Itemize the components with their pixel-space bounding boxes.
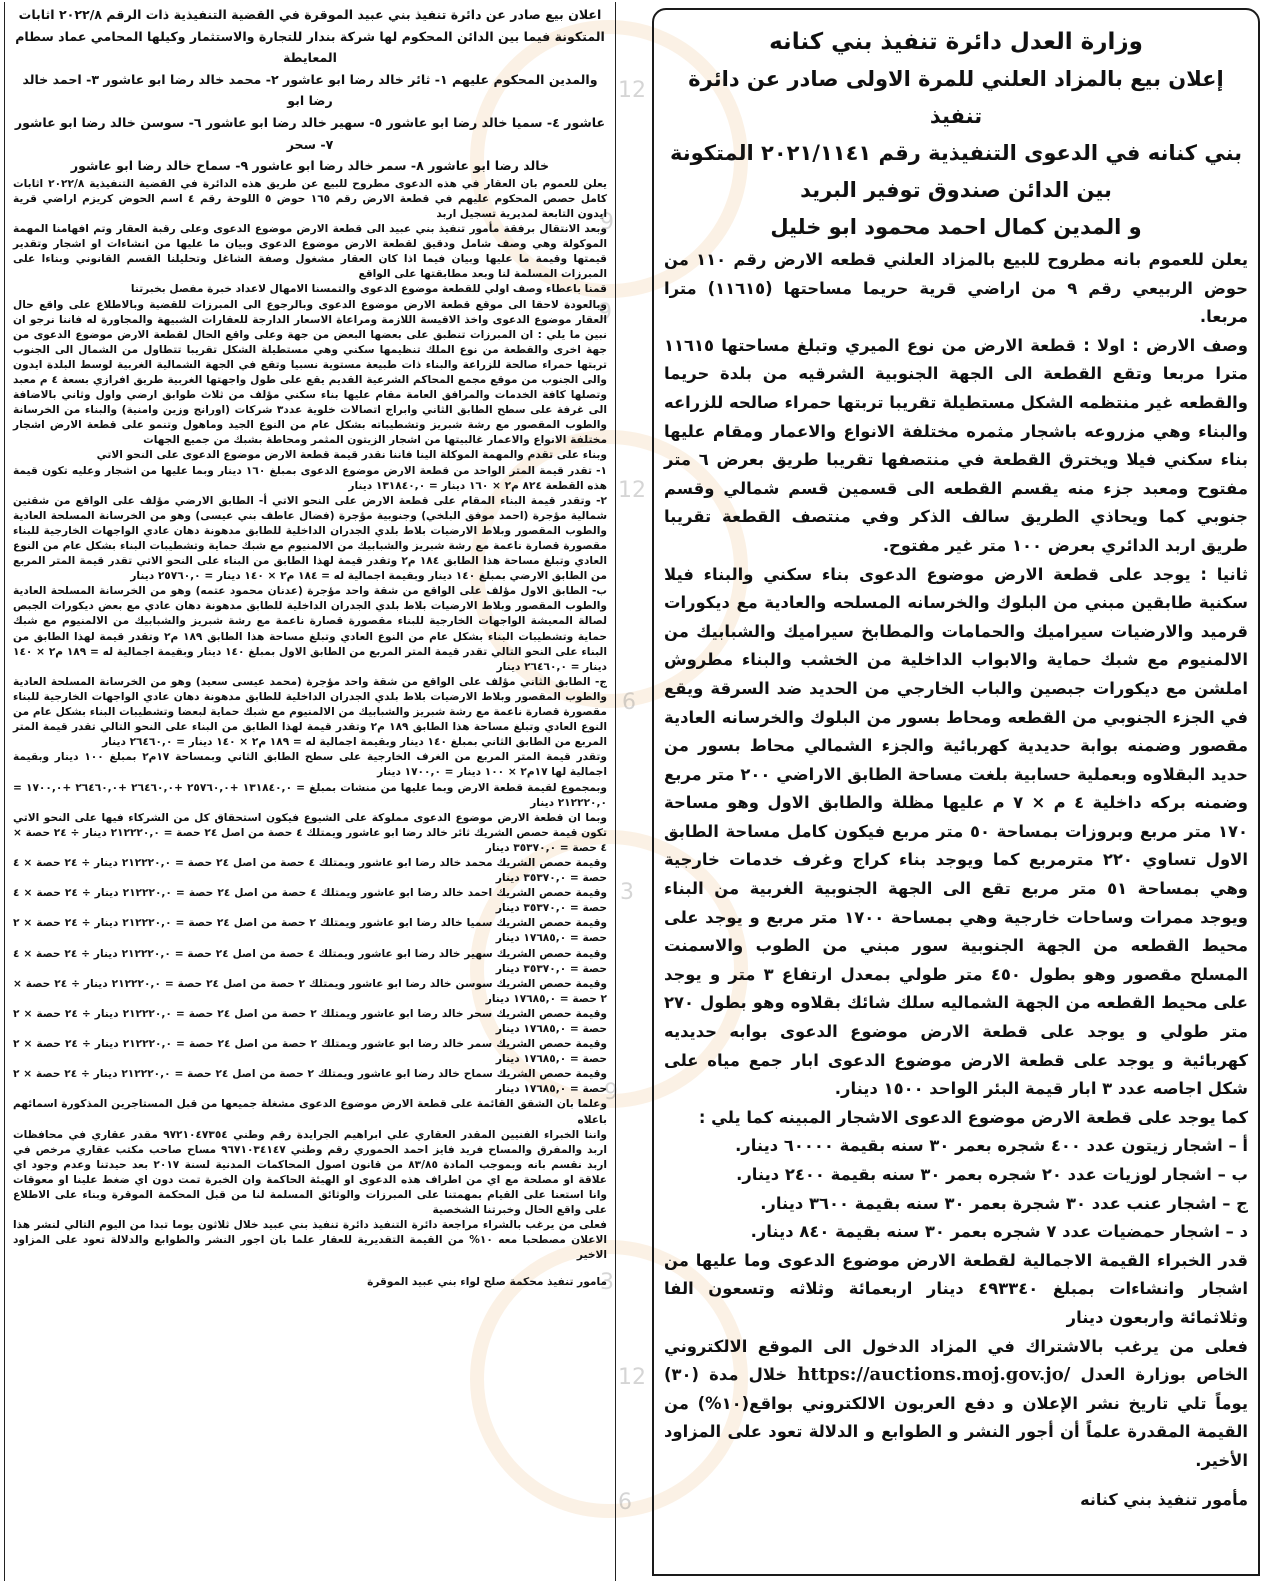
- watermark-number: 9: [598, 300, 612, 325]
- left-header-line-5: خالد رضا ابو عاشور ٨- سمر خالد رضا ابو عاشور ٩- سماح خالد رضا ابو عاشور: [70, 158, 550, 174]
- left-header-line-3: والمدين المحكوم عليهم ١- ثائر خالد رضا ابو عاشور ٢- محمد خالد رضا ابو عاشور ٣- احمد خالد رضا ابو: [22, 71, 598, 109]
- left-paragraph: وقيمة حصص الشريك احمد خالد رضا ابو عاشور ويمتلك ٤ حصة من اصل ٢٤ حصة = ٢١٢٢٢٠,٠ دينار ÷ ٢٤ حصة × ٤ حصة = ٣٥٣٧٠,٠ دينار: [13, 887, 607, 915]
- left-paragraph: وقيمة حصص الشريك سهير خالد رضا ابو عاشور ويمتلك ٤ حصة من اصل ٢٤ حصة = ٢١٢٢٢٠,٠ دينار ÷ ٢٤ حصة × ٤ حصة = ٣٥٣٧٠,٠ دينار: [13, 947, 607, 975]
- left-header-line-4: عاشور ٤- سميا خالد رضا ابو عاشور ٥- سهير خالد رضا ابو عاشور ٦- سوسن خالد رضا ابو عاشور ٧- سحر: [14, 114, 606, 152]
- watermark-number: 12: [618, 1365, 646, 1390]
- left-paragraph: وبعد الانتقال برفقة مأمور تنفيذ بني عبيد الى قطعة الارض موضوع الدعوى وعلى رقبة العقار وتم افهامنا المهمة الموكولة وهي وصف شامل ودقيق لقطعة الارض موضوع الدعوى وبيان ما عليها من انشاءات او اشجار وتقدير قيمتها وقيمة ما عليها وبيان فيما اذا كان العقار مشغول وصفة الشاغل وتحليلنا القسم القانوني وبناءا على المبرزات المسلمة لنا وبعد مطابقتها على الواقع: [13, 223, 607, 281]
- notice-title-line-1: إعلان بيع بالمزاد العلني للمرة الاولى صادر عن دائرة تنفيذ: [688, 67, 1224, 128]
- notice-title-line-2: بني كنانه في الدعوى التنفيذية رقم ٢٠٢١/١١٤١ المتكونة: [669, 141, 1243, 165]
- watermark-number: 6: [618, 1490, 632, 1515]
- sale-notice-bani-obaid: [4, 2, 616, 1581]
- left-signature: مامور تنفيذ محكمة صلح لواء بني عبيد الموقرة: [367, 1275, 607, 1288]
- left-paragraph: وقيمة حصص الشريك سحر خالد رضا ابو عاشور ويمتلك ٢ حصة من اصل ٢٤ حصة = ٢١٢٢٢٠,٠ دينار ÷ ٢٤ حصة × ٢ حصة = ١٧٦٨٥,٠ دينار: [13, 1007, 607, 1035]
- left-paragraph: وقيمة حصص الشريك سماح خالد رضا ابو عاشور ويمتلك ٢ حصة من اصل ٢٤ حصة = ٢١٢٢٢٠,٠ دينار ÷ ٢٤ حصة × ٢ حصة = ١٧٦٨٥,٠ دينار: [13, 1068, 607, 1096]
- left-paragraph: ب- الطابق الاول مؤلف على الواقع من شقة واحد مؤجرة (عدنان محمود عتمه) وهو من الخرسانة المسلحة العادية والطوب المقصور وبلاط الارضيات بلاط بلدي الجدران الداخلية للطابق مدهونة دهان عادي مع بعض ديكورات الجبص لصالة المعيشة الواجهات الخارجية للبناء مقصورة قصارة ناعمة مع رشة شبريز والشبابيك من الالمنيوم مع شبك حماية وتشطيبات البناء بشكل عام من النوع العادي وتبلغ مساحة هذا الطابق ١٨٩ م٢ وتقدر قيمة لهذا الطابق من البناء على النحو التالي تقدر قيمة المتر المربع من الطابق الاول بمبلغ ١٤٠ دينار وبقيمة اجمالية له = ١٨٩ م٢ × ١٤٠ دينار = ٢٦٤٦٠,٠ دينار: [13, 585, 608, 673]
- notice-title-line-3: بين الدائن صندوق توفير البريد: [800, 178, 1112, 202]
- watermark-number: 12: [618, 478, 646, 503]
- left-paragraph: قمنا باعطاء وصف اولي للقطعة موضوع الدعوى والتمسنا الامهال لاعداد خبرة مفصل بخبرتنا: [130, 283, 607, 296]
- ministry-heading: وزارة العدل دائرة تنفيذ بني كنانه: [769, 29, 1143, 55]
- auctions-website-link[interactable]: https://auctions.moj.gov.jo/: [797, 1364, 1071, 1386]
- land-description-second: ثانيا : يوجد على قطعة الارض موضوع الدعوى بناء سكني والبناء فيلا سكنية طابقين مبني من البلوك والخرسانه المسلحه والعادية مع ديكورات قرميد والارضيات سيراميك والحمامات والمطابخ سيراميك والشبابيك من الالمنيوم مع شبك حماية والابواب الداخلية من الخشب والبناء مطروش املشن مع ديكورات جبصين والباب الخارجي من الحديد ضد السرقة ويقع في الجزء الجنوبي من القطعه ومحاط بسور من البلوك والخرسانه العادية مقصور وضمنه بوابة حديدية كهربائية والجزء الشمالي محاط بسور من حديد البقلاوه وبعملية حسابية بلغت مساحة الطابق الاراضي ٢٠٠ متر مربع وضمنه بركه داخلية ٤ م × ٧ م عليها مظلة والطابق الاول وهو مساحة ١٧٠ متر مربع وبروزات بمساحة ٥٠ متر مربع فيكون كامل مساحة الطابق الاول تساوي ٢٢٠ مترمربع كما ويوجد بناء كراج وغرف خدمات خارجية وهي بمساحة ٥١ متر مربع تقع الى الجهة الجنوبية الغربية من البناء ويوجد ممرات وساحات خارجية وهي بمساحة ١٧٠٠ متر مربع و يوجد على محيط القطعه من الجهة الجنوبية سور مبني من الطوب والاسمنت المسلح مقصور وهو بطول ٤٥٠ متر طولي بمعدل ارتفاع ٣ متر و يوجد على محيط القطعه من الجهة الشماليه سلك شائك بقلاوه وهو بطول ٢٧٠ متر طولي و يوجد على قطعة الارض موضوع الدعوى بوابه حديديه كهربائية و يوجد على قطعة الارض موضوع الدعوى ابار جمع مياه على شكل اجاصه عدد ٣ ابار قيمة البئر الواحد ١٥٠٠ دينار.: [664, 564, 1249, 1099]
- left-paragraph: وبمجموع لقيمة قطعة الارض وبما عليها من منشات بمبلغ = ١٣١٨٤٠,٠ +٢٥٧٦٠,٠ +٢٦٤٦٠,٠ +٢٦٤٦٠,٠ +١٧٠٠,٠ = ٢١٢٢٢٠,٠ دينار: [13, 781, 607, 809]
- left-paragraph: وقيمة حصص الشريك محمد خالد رضا ابو عاشور ويمتلك ٤ حصة من اصل ٢٤ حصة = ٢١٢٢٢٠,٠ دينار ÷ ٢٤ حصة × ٤ حصة = ٣٥٣٧٠,٠ دينار: [13, 856, 607, 885]
- left-paragraph: وبما ان قطعة الارض موضوع الدعوى مملوكة على الشيوع فيكون استحقاق كل من الشركاء فيها على النحو الاتي تكون قيمة حصص الشريك ثائر خالد رضا ابو عاشور ويمتلك ٤ حصة من اصل ٢٤ حصة = ٢١٢٢٢٠,٠ دينار ÷ ٢٤ حصة × ٤ حصة = ٣٥٣٧٠,٠ دينار: [13, 811, 607, 854]
- notice-signature: مأمور تنفيذ بني كنانه: [1080, 1489, 1248, 1509]
- participation-text-before: فعلى من يرغب بالاشتراك في المزاد الدخول الى الموقع الالكتروني الخاص بوزارة العدل: [664, 1336, 1248, 1385]
- left-paragraph: وقيمة حصص الشريك سوسن خالد رضا ابو عاشور ويمتلك ٢ حصة من اصل ٢٤ حصة = ٢١٢٢٢٠,٠ دينار ÷ ٢٤ حصة × ٢ حصة = ١٧٦٨٥,٠ دينار: [13, 977, 607, 1005]
- left-paragraph: وتقدر قيمة المتر المربع من الغرف الخارجية على سطح الطابق الثاني وبمساحة ١٧م٢ بمبلغ ١٠٠ دينار وبقيمة اجمالية لها ١٧م٢ × ١٠٠ دينار = ١٧٠٠,٠ دينار: [13, 751, 607, 779]
- left-paragraph: ج- الطابق الثاني مؤلف على الواقع من شقة واحد مؤجرة (محمد عيسى سعيد) وهو من الخرسانة المسلحة العادية والطوب المقصور وبلاط الارضيات بلاط بلدي الجدران الداخلية للطابق مدهونة دهان عادي الواجهات الخارجية للبناء مقصورة قصارة ناعمة مع رشة شبريز والشبابيك من الالمنيوم مع شبك حماية لبعضا وتشطيبات البناء بشكل عام من النوع العادي وتبلغ مساحة هذا الطابق ١٨٩ م٢ وتقدر قيمة لهذا الطابق من البناء على النحو التالي تقدر قيمة المتر المربع من الطابق الثاني بمبلغ ١٤٠ دينار وبقيمة اجمالية له = ١٨٩ م٢ × ١٤٠ دينار = ٢٦٤٦٠,٠ دينار: [13, 675, 607, 749]
- tree-item-almond: ب – اشجار لوزيات عدد ٢٠ شجره بعمر ٣٠ سنه بقيمة ٢٤٠٠ دينار.: [736, 1165, 1248, 1184]
- watermark-number: 12: [618, 78, 646, 103]
- left-paragraph: ٢- وتقدر قيمة البناء المقام على قطعة الارض على النحو الاتي أ- الطابق الارضي مؤلف على الواقع من شقتين شمالية مؤجرة (احمد موفق البلخي) وجنوبية مؤجرة (فضال عاطف بني عيسى) وهو من الخرسانة المسلحة العادية والطوب المقصور وبلاط الارضيات بلاط بلدي الجدران الداخلية للطابق مدهونة دهان عادي الواجهات الخارجية للبناء مقصورة قصارة ناعمة مع رشة شبريز والشبابيك من الالمنيوم مع شبك حماية وتشطيبات البناء بشكل عام من النوع العادي وتبلغ مساحة هذا الطابق ١٨٤ م٢ وتقدر قيمة لهذا الطابق من البناء على النحو الاتي تقدر قيمة المتر المربع من الطابق الارضي بمبلغ ١٤٠ دينار وبقيمة اجمالية له = ١٨٤ م٢ × ١٤٠ دينار = ٢٥٧٦٠,٠ دينار: [13, 494, 608, 583]
- watermark-number: 6: [622, 690, 636, 715]
- left-header-line-1: اعلان بيع صادر عن دائرة تنفيذ بني عبيد الموقرة في القضية التنفيذية ذات الرقم ٢٠٢٢/٨ اثابات: [18, 7, 602, 22]
- notice-title-line-4: و المدين كمال احمد محمود ابو خليل: [770, 215, 1142, 239]
- watermark-number: 9: [604, 1080, 618, 1105]
- participation-text-after: خلال مدة (٣٠) يوماً تلي تاريخ نشر الإعلان و دفع العربون الالكتروني بواقع(١٠%) من القيمة المقدرة علماً أن أجور النشر و الطوابع و الدلالة تعود على المزاود الأخير.: [664, 1365, 1248, 1470]
- land-description-first: وصف الارض : اولا : قطعة الارض من نوع الميري وتبلغ مساحتها ١١٦١٥ مترا مربعا وتقع القطعة الى الجهة الجنوبية الشرقيه من بلدة حريما والقطعه غير منتظمه الشكل مستطيلة تقريبا تربتها حمراء صالحه للزراعه والبناء وهي مزروعه باشجار مثمره مختلفة الانواع والاعمار ومقام عليها بناء سكني فيلا ويخترق القطعة في منتصفها تقريبا طريق بعرض ٦ متر مفتوح ومعبد جزء منه يقسم القطعه الى قسمين قسم شمالي وقسم جنوبي كما ويحاذي الطريق سالف الذكر وفي منتصف القطعة تقريبا طريق اربد الدائري بعرض ١٠٠ متر غير مفتوح.: [664, 335, 1248, 555]
- trees-intro: كما يوجد على قطعة الارض موضوع الدعوى الاشجار المبينه كما يلي :: [698, 1107, 1248, 1127]
- participation-instructions: [664, 1333, 1248, 1476]
- tree-item-grape: ج – اشجار عنب عدد ٣٠ شجرة بعمر ٣٠ سنه بقيمة ٣٦٠٠ دينار.: [760, 1193, 1248, 1213]
- tree-item-citrus: د – اشجار حمضيات عدد ٧ شجره بعمر ٣٠ سنه بقيمة ٨٤٠ دينار.: [750, 1222, 1248, 1242]
- left-paragraph: وعلما بان الشقق القائمة على قطعة الارض موضوع الدعوى مشغلة جميعها من قبل المستاجرين المذكورة اسمائهم باعلاه: [13, 1098, 607, 1126]
- watermark-number: 3: [600, 1270, 614, 1295]
- left-paragraph: ١- تقدر قيمة المتر الواحد من قطعة الارض موضوع الدعوى بمبلغ ١٦٠ دينار وبما عليها من اشجار وعليه تكون قيمة هذه القطعة ٨٢٤ م٢ × ١٦٠ دينار = ١٣١٨٤٠,٠ دينار: [13, 464, 607, 492]
- left-paragraph: وبناء على تقدم والمهمة الموكلة الينا فاننا نقدر قيمة قطعة الارض موضوع الدعوى على النحو الاتي: [96, 449, 607, 462]
- valuation-statement: قدر الخبراء القيمة الاجمالية لقطعة الارض موضوع الدعوى وما عليها من اشجار وانشاءات بمبلغ ٤٩٣٣٤٠ دينار اربعمائة وثلاثه وتسعون الفا وثلاثمائة واربعون دينار: [664, 1250, 1248, 1327]
- notice-intro: يعلن للعموم بانه مطروح للبيع بالمزاد العلني قطعه الارض رقم ١١٠ من حوض الربيعي رقم ٩ من اراضي قرية حريما مساحتها (١١٦١٥) مترا مربعا.: [664, 250, 1249, 327]
- auction-notice-bani-kinana: [652, 8, 1260, 1576]
- left-paragraph: واننا الخبراء الفنيين المقدر العقاري علي ابراهيم الجرايدة رقم وطني ٩٧٢١٠٤٧٣٥٤ مقدر عقاري في محافظات اربد والمفرق والمساح فريد فايز احمد الحموري رقم وطني ٩٦٧١٠٣٤١٤٧ مساح صاحب مكتب عقاري مرخص في اربد نقسم بانه وبموجب المادة ٨٣/٨٥ من قانون اصول المحاكمات المدنية لسنة ٢٠١٧ بعد حيدتنا وعدم وجود اي علاقة او مصلحة مع اي من اطراف هذه الدعوى او الهيئة الحاكمة وان الخبرة تمت دون اي ضغط علينا او معوقات وانا استعنا على القيام بمهمتنا على المبرزات والوثائق المسلمة لنا من قبل المحكمة الموقرة وبناء على الاطلاع على واقع الحال وخبرتنا الشخصية: [13, 1128, 608, 1217]
- tree-item-olive: أ – اشجار زيتون عدد ٤٠٠ شجره بعمر ٣٠ سنه بقيمة ٦٠٠٠٠ دينار.: [735, 1136, 1248, 1156]
- left-paragraph: فعلى من يرغب بالشراء مراجعة دائرة التنفيذ دائرة تنفيذ بني عبيد خلال ثلاثون يوما تبدا من اليوم التالي لنشر هذا الاعلان مصطحبا معه ١٠% من القيمة التقديرية للعقار علما بان اجور النشر والطوابع والدلالة تعود على المزاود الاخير: [13, 1219, 607, 1262]
- left-header-line-2: المتكونة فيما بين الدائن المحكوم لها شركة بندار للتجارة والاستثمار وكيلها المحامي عماد سطام المعايطة: [15, 28, 605, 66]
- left-paragraph: يعلن للعموم بان العقار في هذه الدعوى مطروح للبيع عن طريق هذه الدائرة في القضية التنفيذية ٢٠٢٢/٨ اثابات كامل حصص المحكوم عليهم في قطعة الارض رقم ١٦٥ حوض ٥ اللوحة رقم ٤ اسم الحوض كريزم اراضي قرية ايدون التابعة لمديرية تسجيل اربد: [13, 177, 608, 220]
- watermark-number: 9: [600, 210, 614, 235]
- left-paragraph: وقيمة حصص الشريك سمر خالد رضا ابو عاشور ويمتلك ٢ حصة من اصل ٢٤ حصة = ٢١٢٢٢٠,٠ دينار ÷ ٢٤ حصة × ٢ حصة = ١٧٦٨٥,٠ دينار: [13, 1038, 607, 1066]
- watermark-number: 3: [620, 880, 634, 905]
- left-paragraph: وقيمة حصص الشريك سميا خالد رضا ابو عاشور ويمتلك ٢ حصة من اصل ٢٤ حصة = ٢١٢٢٢٠,٠ دينار ÷ ٢٤ حصة × ٢ حصة = ١٧٦٨٥,٠ دينار: [13, 917, 607, 945]
- left-paragraph: وبالعودة لاحقا الى موقع قطعة الارض موضوع الدعوى وبالرجوع الى المبرزات للقضية وبالاطلاع على واقع حال العقار موضوع الدعوى واخذ الاقيسة اللازمة ومراعاة الاسعار الدارجة للعقارات الشبيهة والمجاورة له فاننا نرجو ان نبين ما يلي : ان المبرزات تنطبق على بعضها البعض من جهة وعلى واقع الحال لقطعة الارض موضوع الدعوى من جهة اخرى والقطعة من نوع الملك تنظيمها سكني وهي مستطيلة الشكل تقريبا تتطاول من الشمال الى الجنوب تربتها حمراء صالحة للزراعة والبناء ذات طبيعة مستوية نسبيا وتقع في الجهة الشمالية الغربية لوسط البلدة ايدون والى الجنوب من موقع مجمع المحاكم الشرعية القديم يقع على طول واجهتها الغربية طريق افرازي بسعة ٤ م معبد وتصلها كافة الخدمات والمرافق العامة مقام عليها بناء سكني مؤلف من ثلاث طوابق ارضي واول وثاني بالاضافة الى غرفة على سطح الطابق الثاني وابراج اتصالات خلوية عدد٣ شركات (اورانج وزين وامنية) والبناء من الخرسانة والطوب المقصور مع رشة شبريز وتشطيباته بشكل عام من النوع الجيد وماهول وتنمو على قطعة الارض اشجار مختلفة الانواع والاعمار غالبيتها من اشجار الزيتون المثمر ومحاطة بشبك من جميع الجهات: [13, 298, 607, 447]
